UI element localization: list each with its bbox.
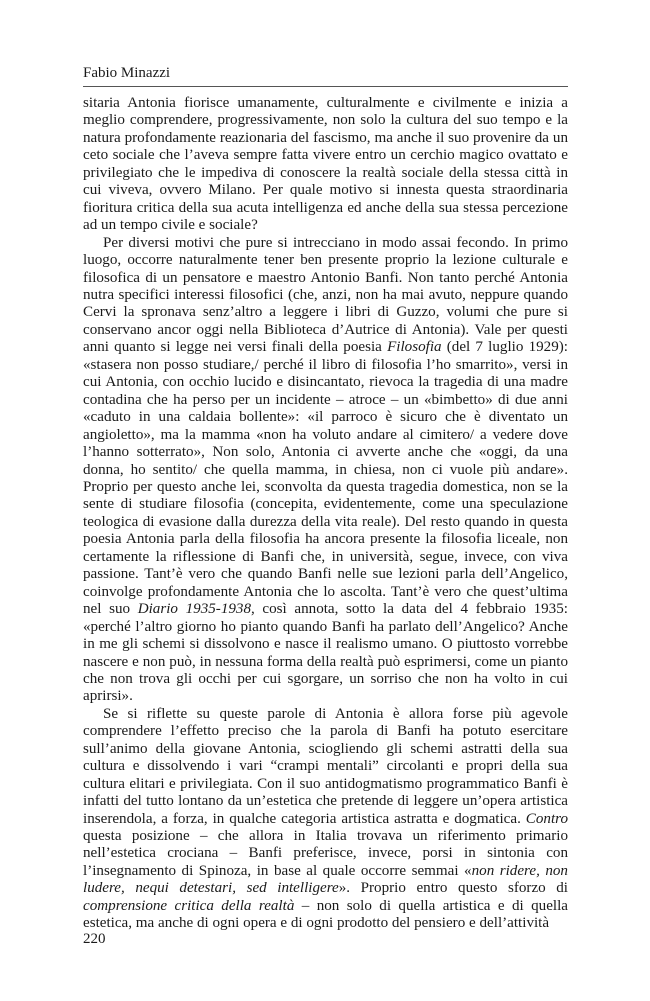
page-number: 220: [83, 931, 106, 947]
italic-text: Contro: [525, 810, 568, 827]
body-text: [83, 95, 568, 933]
paragraph: [83, 706, 568, 933]
text-run: questa posizione – che allora in Italia trovava un riferimento primario nell’estetica crociana – Banfi preferisce, invece, porsi in sintonia con l’insegnamento di Spinoza, in base al quale occorre semmai «: [83, 828, 568, 879]
text-run: – non solo di quella artistica e di quella estetica, ma anche di ogni opera e di ogni prodotto del pensiero e dell’attività: [83, 897, 568, 932]
text-run: , così annota, sotto la data del 4 febbraio 1935: «perché l’altro giorno ho pianto quando Banfi ha parlato dell’Angelico? Anche in me gli schemi si dissolvono e nasce il realismo umano. O piuttosto vorrebbe nascere e non può, in nessuna forma della realtà può esprimersi, come un pianto che non trova gli occhi per cui sgorgare, un sorriso che non ha volto in cui aprirsi».: [83, 601, 568, 705]
italic-text: non ridere, non ludere, nequi detestari, sed intelligere: [83, 862, 568, 897]
text-run: ». Proprio entro questo sforzo di: [338, 880, 568, 897]
running-head: Fabio Minazzi: [83, 65, 171, 81]
paragraph: [83, 235, 568, 706]
italic-text: Diario 1935-1938: [137, 601, 252, 618]
text-run: sitaria Antonia fiorisce umanamente, culturalmente e civilmente e inizia a meglio comprendere, progressivamente, non solo la cultura del suo tempo e la natura profondamente reazionaria del fascismo, ma anche il suo provenire da un ceto sociale che l’aveva sempre fatta vivere entro un cerchio magico ovattato e privilegiato che le impediva di conoscere la realtà sociale della stessa città in cui viveva, ovvero Milano. Per quale motivo si innesta questa straordinaria fioritura critica della sua acuta intelligenza ed anche della sua stessa percezione ad un tempo civile e sociale?: [83, 95, 568, 234]
header-rule: [83, 86, 568, 87]
italic-text: Filosofia: [387, 339, 442, 356]
italic-text: comprensione critica della realtà: [83, 897, 295, 914]
text-run: Se si riflette su queste parole di Antonia è allora forse più agevole comprendere l’effetto preciso che la parola di Banfi ha potuto esercitare sull’animo della giovane Antonia, sciogliendo gli schemi astratti della sua cultura e dissolvendo i vari “crampi mentali” circolanti e propri della sua cultura elitari e privilegiata. Con il suo antidogmatismo programmatico Banfi è infatti del tutto lontano da un’estetica che pretende di leggere un’opera artistica inserendola, a forza, in qualche categoria artistica astratta e dogmatica.: [83, 705, 568, 827]
paragraph: [83, 95, 568, 235]
text-run: (del 7 luglio 1929): «stasera non posso studiare,/ perché il libro di filosofia l’ho smarrito», versi in cui Antonia, con occhio lucido e disincantato, rievoca la tragedia di una madre contadina che ha perso per un incidente – atroce – un «bimbetto» di due anni «caduto in una caldaia bollente»: «il parroco è sicuro che è diventato un angioletto», ma la mamma «non ha voluto andare al cimitero/ a vedere dove l’hanno sotterrato», Non solo, Antonia ci avverte anche che «oggi, da una donna, ho sentito/ che quella mamma, in chiesa, non ci vuole più andare». Proprio per questo anche lei, sconvolta da questa tragedia domestica, non se la sente di studiare filosofia (concepita, evidentemente, come una speculazione teologica di evasione dalla durezza della vita reale). Del resto quando in questa poesia Antonia parla della filosofia ha ancora presente la filosofia liceale, non certamente la riflessione di Banfi che, in università, segue, invece, con viva passione. Tant’è vero che quando Banfi nelle sue lezioni parla dell’Angelico, coinvolge profondamente Antonia che lo ascolta. Tant’è vero che quest’ultima nel suo: [83, 339, 568, 618]
text-run: Per diversi motivi che pure si intrecciano in modo assai fecondo. In primo luogo, occorre naturalmente tener ben presente proprio la lezione culturale e filosofica di un pensatore e maestro Antonio Banfi. Non tanto perché Antonia nutra specifici interessi filosofici (che, anzi, non ha mai avuto, neppure quando Cervi la spronava senz’altro a leggere i libri di Guzzo, volumi che pure si conservano ancor oggi nella Biblioteca d’Autrice di Antonia). Vale per questi anni quanto si legge nei versi finali della poesia: [83, 234, 568, 356]
